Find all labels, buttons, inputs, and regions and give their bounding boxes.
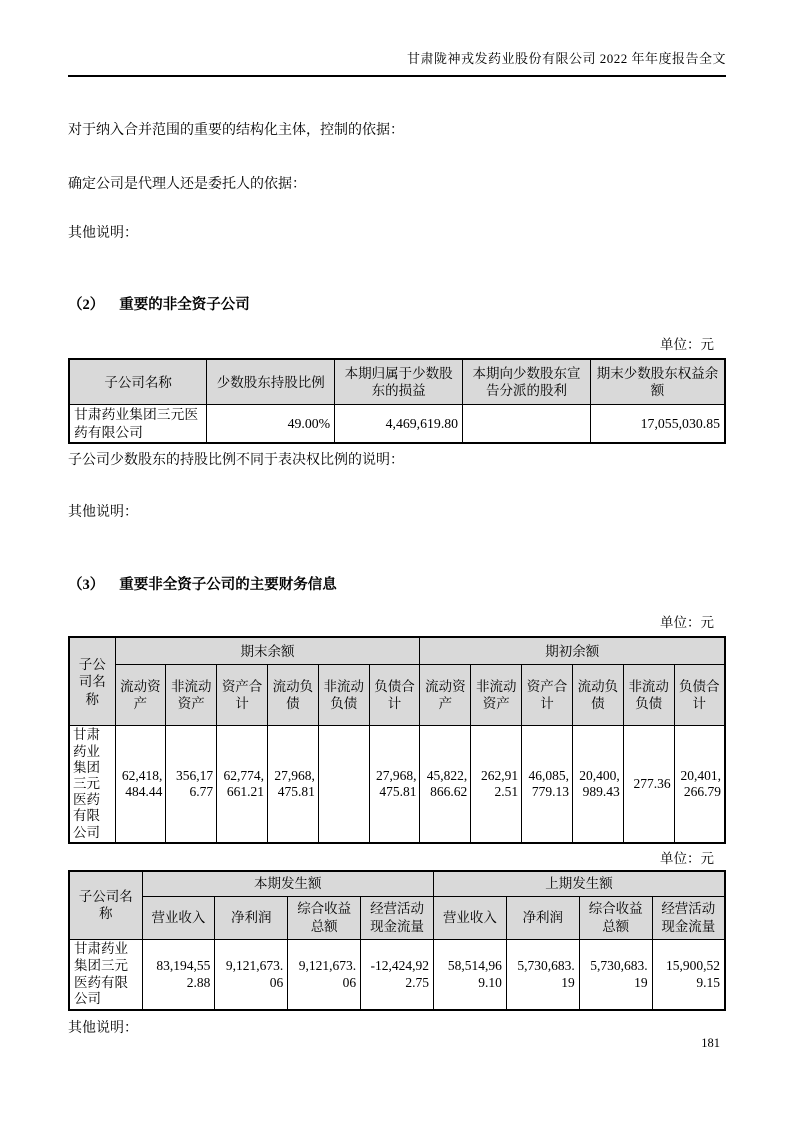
t2-beginning-noncurrent-liabilities: 277.36 [623, 726, 674, 843]
t2-sub-ending-current-liabilities: 流动负债 [267, 665, 318, 726]
t2-group-row [69, 637, 725, 665]
unit-label-3: 单位：元 [660, 850, 714, 866]
paragraph-minority-ratio-note: 子公司少数股东的持股比例不同于表决权比例的说明： [68, 452, 404, 468]
t3-sub-current-operating-cash-flow: 经营活动现金流量 [361, 896, 434, 939]
t1-header-row [69, 359, 725, 405]
t3-prior-comprehensive-income: 5,730,683.19 [579, 939, 652, 1010]
t2-beginning-current-liabilities: 20,400,989.43 [572, 726, 623, 843]
t2-subsidiary-name: 甘肃药业集团三元医药有限公司 [69, 726, 115, 843]
t3-prior-operating-cash-flow: 15,900,529.15 [652, 939, 725, 1010]
paragraph-other-notes-1: 其他说明： [68, 225, 138, 241]
t2-ending-total-liabilities: 27,968,475.81 [369, 726, 420, 843]
section-3-title: 重要非全资子公司的主要财务信息 [119, 577, 337, 594]
unit-label-1: 单位：元 [660, 337, 714, 353]
t2-beginning-total-assets: 46,085,779.13 [522, 726, 573, 843]
t2-sub-beginning-total-liabilities: 负债合计 [674, 665, 725, 726]
t2-ending-noncurrent-assets: 356,176.77 [166, 726, 217, 843]
t3-header [69, 871, 725, 940]
t1-declared-dividend [463, 405, 591, 443]
report-title: 甘肃陇神戎发药业股份有限公司 2022 年年度报告全文 [406, 51, 726, 66]
t3-prior-revenue: 58,514,969.10 [434, 939, 507, 1010]
t2-sub-ending-noncurrent-liabilities: 非流动负债 [318, 665, 369, 726]
t3-data-row [69, 939, 725, 1010]
minority-subsidiary-table [68, 358, 726, 443]
t2-sub-beginning-total-assets: 资产合计 [522, 665, 573, 726]
t1-col-minority-ratio: 少数股东持股比例 [207, 359, 335, 405]
section-3-heading [68, 573, 726, 594]
t2-beginning-current-assets: 45,822,866.62 [420, 726, 471, 843]
t2-ending-current-assets: 62,418,484.44 [115, 726, 166, 843]
t1-col-subsidiary-name: 子公司名称 [69, 359, 207, 405]
t1-minority-ratio: 49.00% [207, 405, 335, 443]
t3-prior-net-profit: 5,730,683.19 [506, 939, 579, 1010]
section-3-number: （3） [68, 577, 105, 594]
t3-sub-prior-operating-cash-flow: 经营活动现金流量 [652, 896, 725, 939]
t1-ending-minority-equity: 17,055,030.85 [590, 405, 725, 443]
section-2-heading [68, 293, 726, 314]
t3-subsidiary-name: 甘肃药业集团三元医药有限公司 [69, 939, 142, 1010]
paragraph-other-notes-3: 其他说明： [68, 1021, 138, 1037]
t3-group-row [69, 871, 725, 897]
t2-ending-current-liabilities: 27,968,475.81 [267, 726, 318, 843]
t3-subheader-row [69, 896, 725, 939]
t2-sub-ending-current-assets: 流动资产 [115, 665, 166, 726]
t3-sub-prior-comprehensive-income: 综合收益总额 [579, 896, 652, 939]
unit-label-2: 单位：元 [660, 615, 714, 631]
t3-sub-current-net-profit: 净利润 [215, 896, 288, 939]
t2-body [69, 726, 725, 843]
t3-corner-subsidiary-name: 子公司名称 [69, 871, 142, 940]
t2-group-beginning-balance: 期初余额 [420, 637, 725, 665]
t2-sub-beginning-noncurrent-liabilities: 非流动负债 [623, 665, 674, 726]
paragraph-control-basis: 对于纳入合并范围的重要的结构化主体，控制的依据： [68, 123, 404, 138]
t3-current-comprehensive-income: 9,121,673.06 [288, 939, 361, 1010]
t1-body [69, 405, 725, 443]
t2-data-row [69, 726, 725, 843]
t3-body [69, 939, 725, 1010]
t2-header [69, 637, 725, 726]
t1-data-row [69, 405, 725, 443]
page-number: 181 [701, 1036, 720, 1050]
income-statement-table [68, 870, 726, 1012]
t3-sub-current-revenue: 营业收入 [142, 896, 215, 939]
t2-beginning-total-liabilities: 20,401,266.79 [674, 726, 725, 843]
t3-current-revenue: 83,194,552.88 [142, 939, 215, 1010]
t3-sub-prior-net-profit: 净利润 [506, 896, 579, 939]
paragraph-agent-principal-basis: 确定公司是代理人还是委托人的依据： [68, 176, 306, 192]
t1-col-ending-minority-equity: 期末少数股东权益余额 [590, 359, 725, 405]
t1-profit-to-minority: 4,469,619.80 [335, 405, 463, 443]
t2-ending-noncurrent-liabilities [318, 726, 369, 843]
t2-sub-ending-total-liabilities: 负债合计 [369, 665, 420, 726]
t2-ending-total-assets: 62,774,661.21 [217, 726, 268, 843]
page-header [68, 0, 726, 67]
t3-sub-prior-revenue: 营业收入 [434, 896, 507, 939]
section-2-title: 重要的非全资子公司 [119, 297, 250, 314]
t2-sub-ending-total-assets: 资产合计 [217, 665, 268, 726]
paragraph-other-notes-2: 其他说明： [68, 504, 138, 520]
page-content [68, 0, 726, 1038]
section-2-number: （2） [68, 297, 105, 314]
t1-subsidiary-name: 甘肃药业集团三元医药有限公司 [69, 405, 207, 443]
t2-sub-beginning-current-assets: 流动资产 [420, 665, 471, 726]
t2-sub-ending-noncurrent-assets: 非流动资产 [166, 665, 217, 726]
t2-group-ending-balance: 期末余额 [115, 637, 420, 665]
t3-current-operating-cash-flow: -12,424,922.75 [361, 939, 434, 1010]
header-divider [68, 75, 726, 77]
t3-group-prior-period: 上期发生额 [434, 871, 726, 897]
t2-sub-beginning-noncurrent-assets: 非流动资产 [471, 665, 522, 726]
t2-subheader-row [69, 665, 725, 726]
t1-col-profit-to-minority: 本期归属于少数股东的损益 [335, 359, 463, 405]
t1-header [69, 359, 725, 405]
t1-col-declared-dividend: 本期向少数股东宣告分派的股利 [463, 359, 591, 405]
t2-beginning-noncurrent-assets: 262,912.51 [471, 726, 522, 843]
balance-sheet-table [68, 636, 726, 843]
t2-sub-beginning-current-liabilities: 流动负债 [572, 665, 623, 726]
t3-sub-current-comprehensive-income: 综合收益总额 [288, 896, 361, 939]
t2-corner-subsidiary-name: 子公司名称 [69, 637, 115, 726]
t3-group-current-period: 本期发生额 [142, 871, 434, 897]
t3-current-net-profit: 9,121,673.06 [215, 939, 288, 1010]
